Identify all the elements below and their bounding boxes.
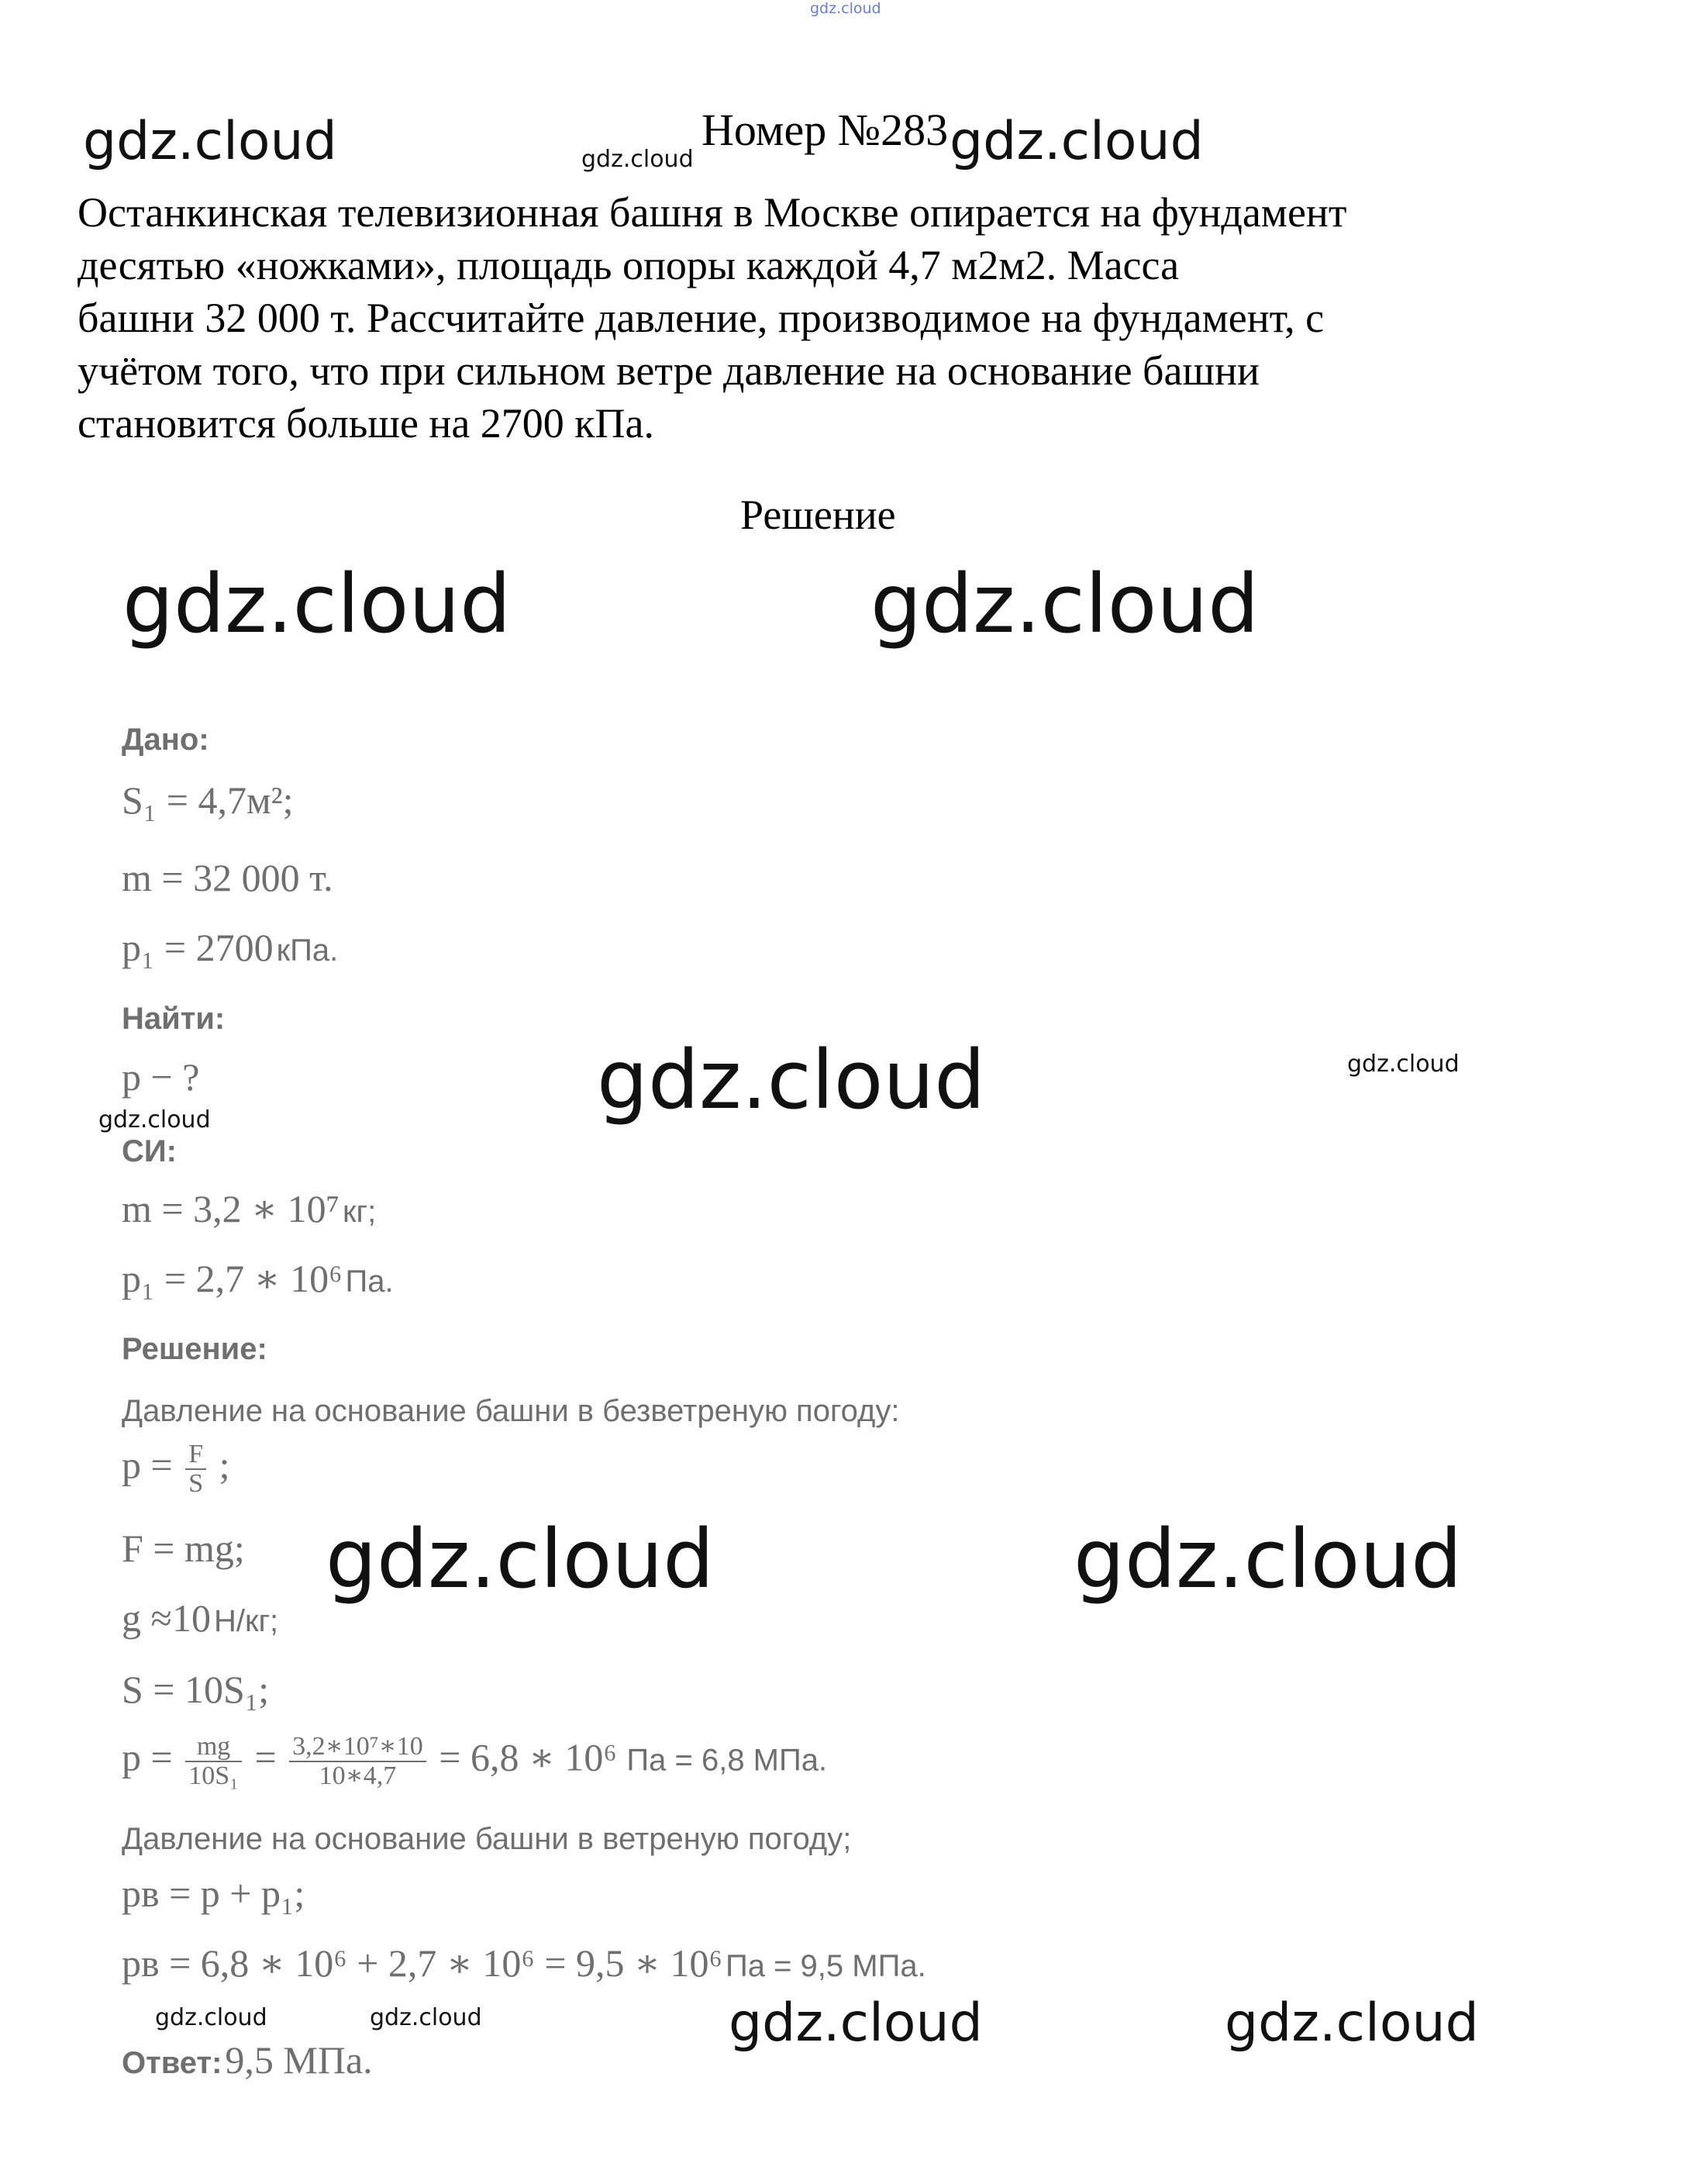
watermark: gdz.cloud bbox=[581, 146, 694, 173]
fraction-denominator: 10S₁ bbox=[188, 1761, 239, 1790]
given-p1-unit: кПа. bbox=[276, 933, 339, 968]
task-text bbox=[78, 186, 1566, 450]
fraction-numerator: 3,2∗10⁷∗10 bbox=[289, 1733, 426, 1762]
task-line: становится больше на 2700 кПа. bbox=[78, 400, 655, 447]
task-line: башни 32 000 т. Рассчитайте давление, производимое на фундамент, с bbox=[78, 295, 1325, 341]
given-p1-expr: p₁ = 2700 bbox=[122, 926, 274, 969]
solution-heading: Решение bbox=[740, 492, 896, 538]
find-value: p − ? bbox=[122, 1055, 200, 1099]
find-label: Найти: bbox=[122, 1002, 226, 1036]
si-m-expr: m = 3,2 ∗ 10⁷ bbox=[122, 1187, 340, 1230]
fraction-denominator: 10∗4,7 bbox=[319, 1761, 397, 1790]
task-line: десятью «ножками», площадь опоры каждой 4,7 м2м2. Масса bbox=[78, 242, 1180, 288]
pressure-formula bbox=[122, 1440, 230, 1498]
si-p1-expr: p₁ = 2,7 ∗ 10⁶ bbox=[122, 1257, 343, 1300]
watermark: gdz.cloud bbox=[950, 111, 1204, 172]
pressure-formula-lhs: p = bbox=[122, 1443, 173, 1487]
calc-result: = 6,8 ∗ 10⁶ bbox=[439, 1735, 617, 1779]
watermark: gdz.cloud bbox=[729, 1993, 983, 2054]
answer-label: Ответ: bbox=[122, 2046, 222, 2080]
gravity-unit: Н/кг; bbox=[213, 1604, 279, 1638]
watermark: gdz.cloud bbox=[870, 557, 1260, 651]
watermark: gdz.cloud bbox=[1225, 1993, 1479, 2054]
pv-line: pв = p + p₁; bbox=[122, 1872, 305, 1915]
given-s1: S₁ = 4,7м²; bbox=[122, 778, 294, 822]
pressure-fraction bbox=[185, 1440, 206, 1498]
task-line: учётом того, что при сильном ветре давление на основание башни bbox=[78, 347, 1260, 394]
watermark: gdz.cloud bbox=[122, 557, 512, 651]
calc-line bbox=[122, 1733, 827, 1790]
si-p1 bbox=[122, 1256, 394, 1301]
si-p1-unit: Па. bbox=[345, 1265, 394, 1299]
watermark: gdz.cloud bbox=[98, 1106, 211, 1133]
watermark: gdz.cloud bbox=[1074, 1512, 1463, 1606]
windy-text: Давление на основание башни в ветреную погоду; bbox=[122, 1822, 852, 1856]
calm-text: Давление на основание башни в безветреную погоду: bbox=[122, 1394, 900, 1428]
si-m bbox=[122, 1186, 376, 1231]
pv-unit: Па = 9,5 МПа. bbox=[725, 1949, 926, 1983]
watermark: gdz.cloud bbox=[326, 1512, 715, 1606]
given-m: m = 32 000 т. bbox=[122, 856, 333, 899]
calc-fraction-numeric bbox=[289, 1733, 426, 1790]
fraction-numerator: F bbox=[185, 1440, 206, 1470]
given-label: Дано: bbox=[122, 723, 209, 757]
page-title: Номер №283 bbox=[701, 105, 949, 155]
pressure-formula-end: ; bbox=[219, 1443, 230, 1487]
watermark: gdz.cloud bbox=[83, 111, 337, 172]
fraction-denominator: S bbox=[188, 1469, 204, 1498]
gravity-line bbox=[122, 1596, 278, 1641]
pv-calc: pв = 6,8 ∗ 10⁶ + 2,7 ∗ 10⁶ = 9,5 ∗ 10⁶ bbox=[122, 1941, 722, 1985]
gravity-expr: g ≈10 bbox=[122, 1596, 211, 1640]
watermark: gdz.cloud bbox=[597, 1033, 986, 1127]
calc-unit: Па = 6,8 МПа. bbox=[626, 1743, 828, 1778]
task-line: Останкинская телевизионная башня в Москве опирается на фундамент bbox=[78, 189, 1347, 236]
force-line: F = mg; bbox=[122, 1527, 245, 1570]
si-m-unit: кг; bbox=[343, 1195, 377, 1229]
pv-calc-line bbox=[122, 1941, 926, 1986]
top-watermark: gdz.cloud bbox=[810, 0, 881, 17]
watermark: gdz.cloud bbox=[155, 2004, 267, 2031]
solution-label: Решение: bbox=[122, 1332, 267, 1366]
fraction-numerator: mg bbox=[185, 1733, 242, 1762]
calc-equals: = bbox=[254, 1735, 277, 1779]
given-p1 bbox=[122, 925, 338, 970]
answer-value: 9,5 МПа. bbox=[225, 2038, 373, 2082]
answer-line bbox=[122, 2037, 373, 2082]
area-line: S = 10S₁; bbox=[122, 1668, 270, 1711]
calc-fraction-symbolic bbox=[185, 1733, 242, 1790]
si-label: СИ: bbox=[122, 1134, 177, 1168]
watermark: gdz.cloud bbox=[370, 2004, 482, 2031]
watermark: gdz.cloud bbox=[1347, 1051, 1460, 1078]
calc-lhs: p = bbox=[122, 1735, 173, 1779]
